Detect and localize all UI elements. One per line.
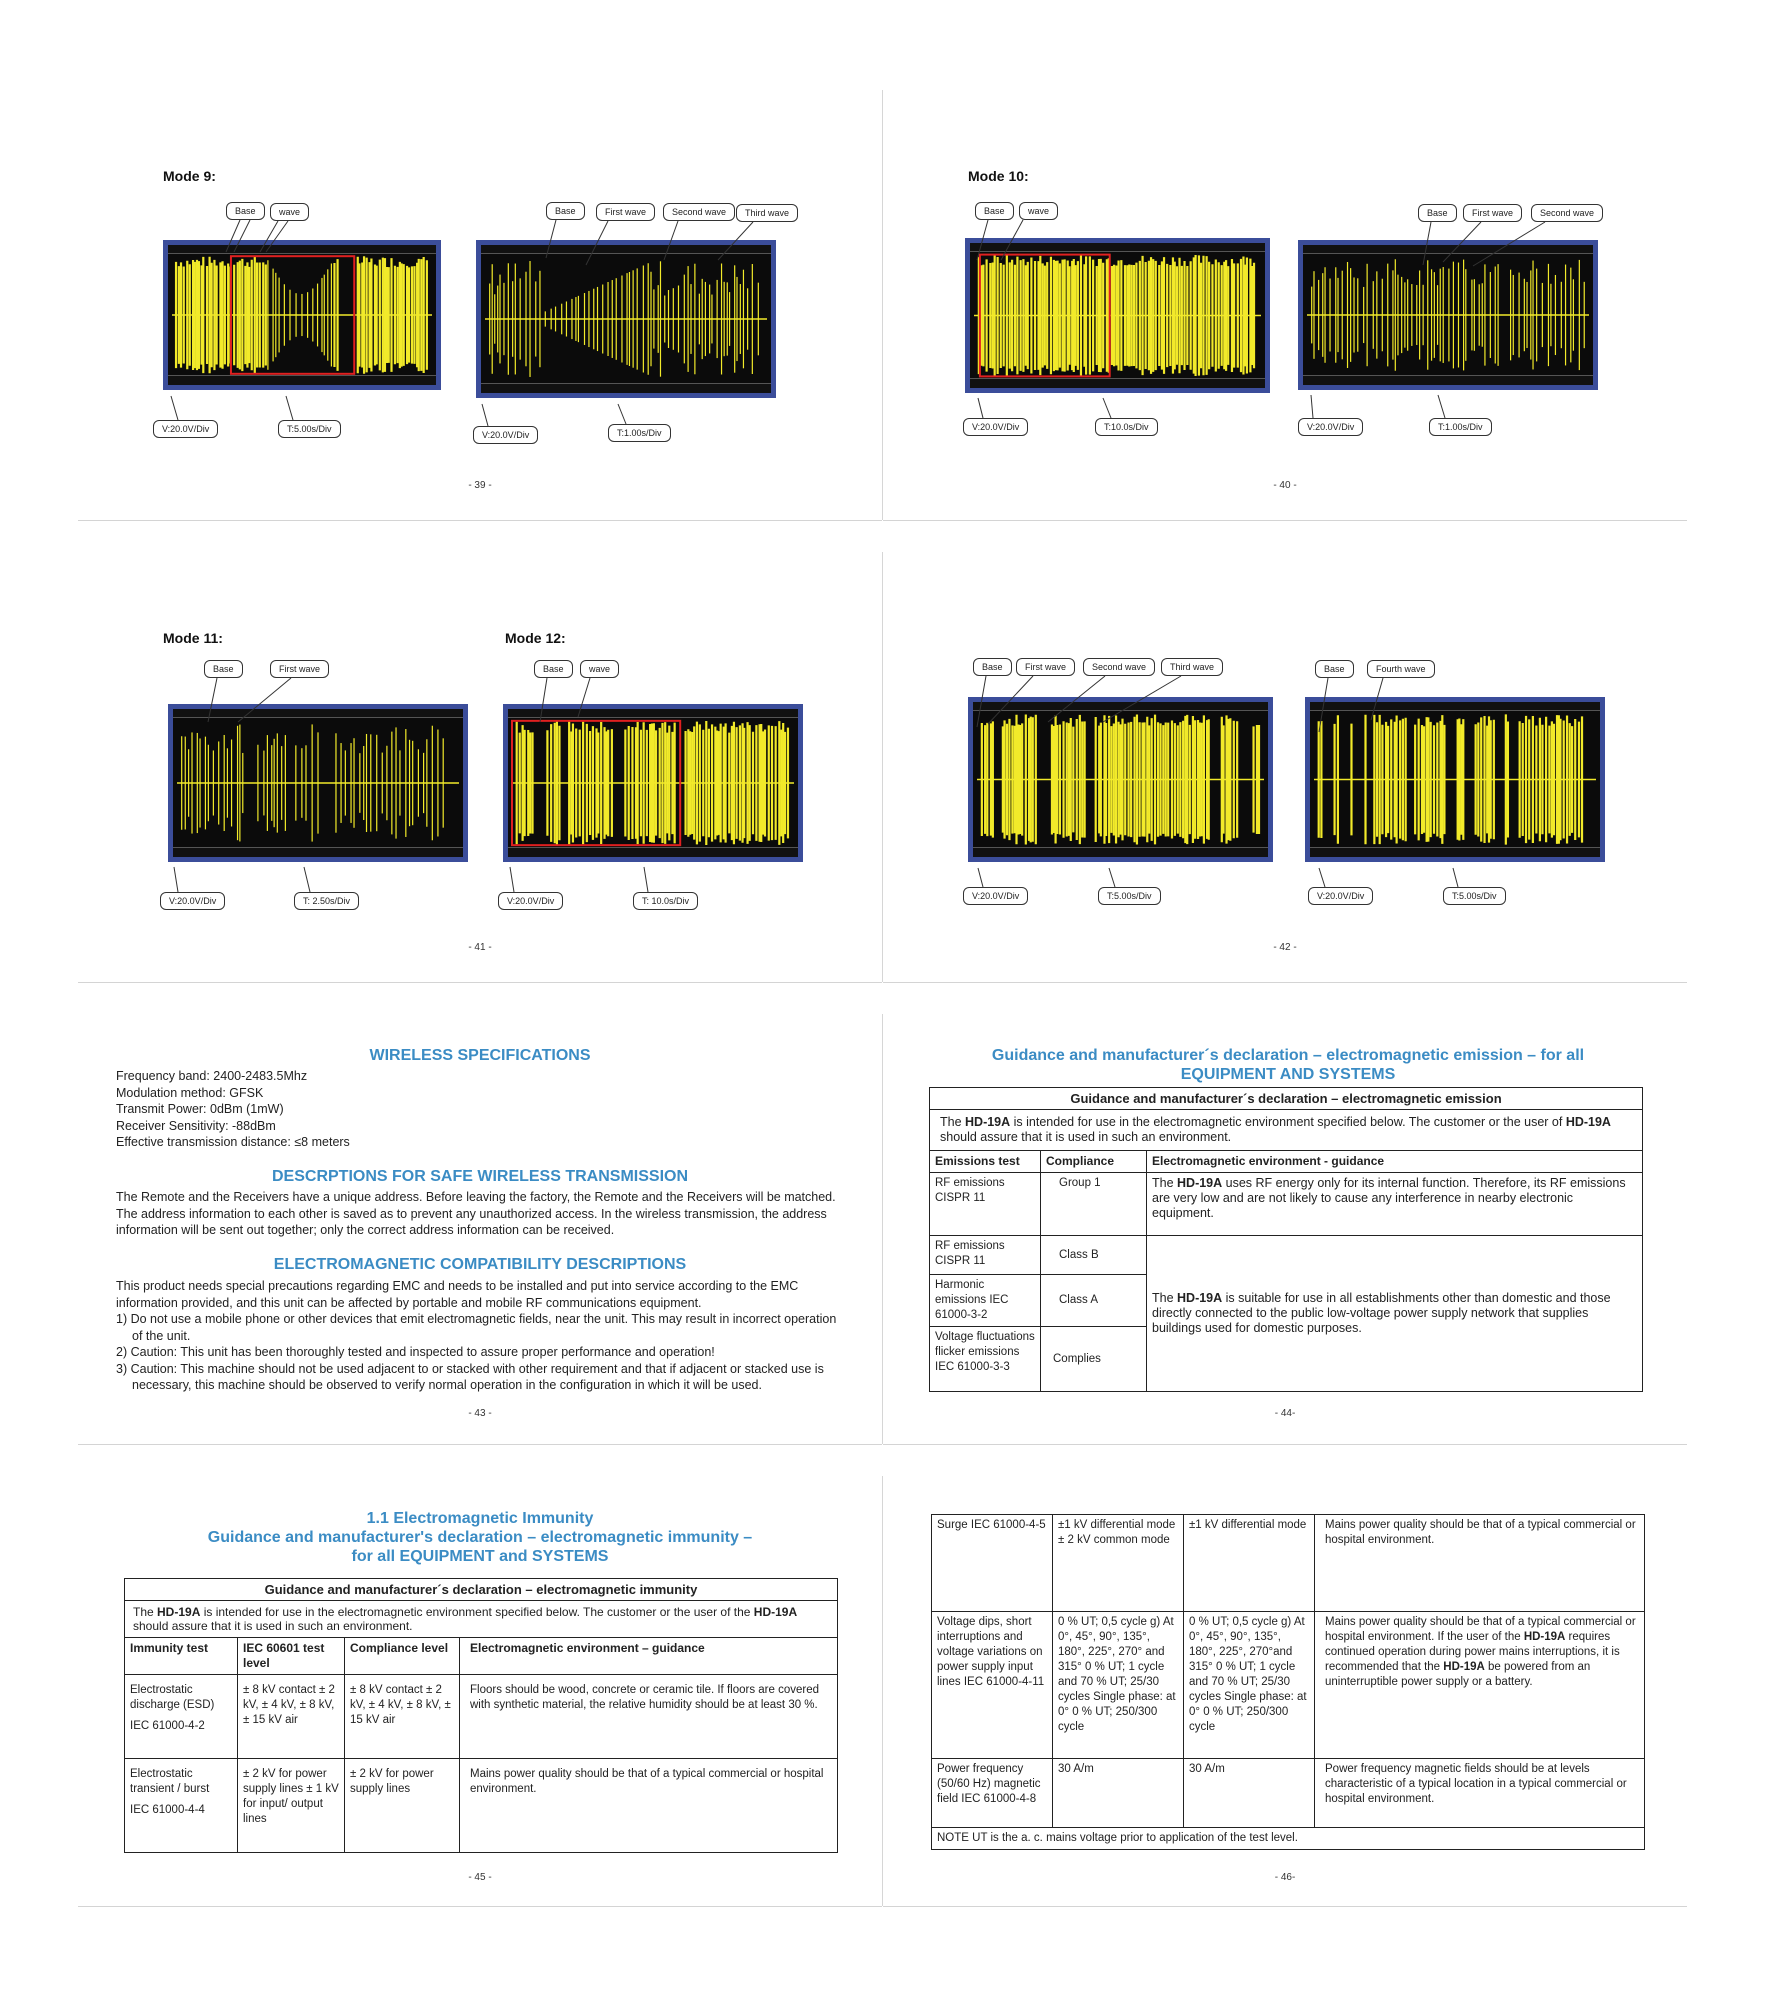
callout-wave: wave: [270, 203, 309, 221]
section-heading: ELECTROMAGNETIC COMPATIBILITY DESCRIPTIONS: [273, 1256, 687, 1273]
table-row: RF emissions CISPR 11 Class B The HD-19A is suitable for use in all establishments other than domestic and those directly connected to the public low-voltage power supply network that supplies buildings used for domestic purposes.: [930, 1236, 1643, 1275]
table-row: Harmonic emissions IEC 61000-3-2 Class A: [930, 1275, 1643, 1327]
page-number: - 39 -: [468, 480, 492, 491]
callout-pointers: [78, 552, 882, 982]
callout-base: Base: [1418, 204, 1457, 222]
callout-first-wave: First wave: [1463, 204, 1522, 222]
callout-v-scale: V:20.0V/Div: [1298, 418, 1363, 436]
mode-title: Mode 11:: [163, 630, 223, 646]
column-header: Compliance: [1041, 1151, 1147, 1173]
column-header: IEC 60601 test level: [238, 1638, 345, 1675]
spec-line: Modulation method: GFSK: [116, 1085, 264, 1100]
callout-t-scale: T: 10.0s/Div: [633, 892, 698, 910]
section-heading: DESCRPTIONS FOR SAFE WIRELESS TRANSMISSION: [271, 1168, 689, 1185]
page-number: - 46-: [1274, 1872, 1296, 1883]
callout-base: Base: [204, 660, 243, 678]
list-item: 1) Do not use a mobile phone or other devices that emit electromagnetic fields, near the unit. This may result in incorrect operation of the unit.: [116, 1312, 837, 1343]
callout-t-scale: T:1.00s/Div: [1429, 418, 1492, 436]
page-43: [78, 1014, 882, 1445]
spec-list: [116, 1068, 350, 1151]
column-header: Immunity test: [125, 1638, 238, 1675]
table-row: Electrostatic transient / burst IEC 61000-4-4 ± 2 kV for power supply lines ± 1 kV for input/ output lines ± 2 kV for power supply lines Mains power quality should be that of a typical commercial or hospital environment.: [125, 1759, 838, 1853]
caution-list: [116, 1311, 846, 1394]
page-42: [883, 552, 1687, 983]
page-number: - 41 -: [468, 942, 492, 953]
callout-pointers: [883, 552, 1687, 982]
table-row: Electrostatic discharge (ESD) IEC 61000-4-2 ± 8 kV contact ± 2 kV, ± 4 kV, ± 8 kV, ± 15 kV air ± 8 kV contact ± 2 kV, ± 4 kV, ± 8 kV, ± 15 kV air Floors should be wood, concrete or ceramic tile. If floors are covered with synthetic material, the relative humidity should be at least 30 %.: [125, 1675, 838, 1759]
spec-line: Receiver Sensitivity: -88dBm: [116, 1118, 276, 1133]
column-header: Compliance level: [345, 1638, 460, 1675]
callout-base: Base: [973, 658, 1012, 676]
page-number: - 44-: [1274, 1408, 1296, 1419]
table-row: Power frequency (50/60 Hz) magnetic field IEC 61000-4-8 30 A/m 30 A/m Power frequency magnetic fields should be at levels characteristic of a typical location in a typical commercial or hospital environment.: [932, 1759, 1645, 1828]
callout-wave: wave: [1019, 202, 1058, 220]
immunity-table-continued: [931, 1514, 1645, 1850]
section-heading: WIRELESS SPECIFICATIONS: [369, 1047, 591, 1064]
spec-line: Transmit Power: 0dBm (1mW): [116, 1102, 284, 1116]
table-row: Voltage dips, short interruptions and voltage variations on power supply input lines IEC 61000-4-11 0 % UT; 0,5 cycle g) At 0°, 45°, 90°, 135°, 180°, 225°, 270° and 315° 0 % UT; 1 cycle and 70 % UT; 25/30 cycles Single phase: at 0° 0 % UT; 250/300 cycle 0 % UT; 0,5 cycle g) At 0°, 45°, 90°, 135°, 180°, 225°, 270°and 315° 0 % UT; 1 cycle and 70 % UT; 25/30 cycles Single phase: at 0° 0 % UT; 250/300 cycle Mains power quality should be that of a typical commercial or hospital environment. If the user of the HD-19A requires continued operation during power mains interruptions, it is recommended that the HD-19A be powered from an uninterruptible power supply or a battery.: [932, 1612, 1645, 1759]
table-intro: The HD-19A is intended for use in the electromagnetic environment specified below. The customer or the user of HD-19A should assure that it is used in such an environment.: [930, 1110, 1643, 1151]
list-item: 2) Caution: This unit has been thoroughly tested and inspected to assure proper performance and operation!: [116, 1345, 715, 1359]
page-44: [883, 1014, 1687, 1445]
table-note: NOTE UT is the a. c. mains voltage prior to application of the test level.: [932, 1828, 1645, 1850]
callout-v-scale: V:20.0V/Div: [963, 418, 1028, 436]
section-heading: EQUIPMENT AND SYSTEMS: [1180, 1066, 1396, 1083]
table-title: Guidance and manufacturer´s declaration – electromagnetic immunity: [125, 1579, 838, 1601]
immunity-table: [124, 1578, 838, 1853]
callout-t-scale: T:5.00s/Div: [278, 420, 341, 438]
mode-title: Mode 10:: [968, 168, 1029, 184]
page-number: - 42 -: [1273, 942, 1297, 953]
callout-third-wave: Third wave: [736, 204, 798, 222]
column-header: Electromagnetic environment - guidance: [1147, 1151, 1643, 1173]
mode-title: Mode 9:: [163, 168, 216, 184]
callout-t-scale: T:5.00s/Div: [1443, 887, 1506, 905]
callout-t-scale: T:1.00s/Div: [608, 424, 671, 442]
callout-third-wave: Third wave: [1161, 658, 1223, 676]
callout-pointers: [883, 90, 1687, 520]
column-header: Electromagnetic environment – guidance: [460, 1638, 838, 1675]
emission-table: [929, 1087, 1643, 1392]
callout-wave: wave: [580, 660, 619, 678]
callout-v-scale: V:20.0V/Div: [473, 426, 538, 444]
page-number: - 43 -: [468, 1408, 492, 1419]
callout-base: Base: [546, 202, 585, 220]
spec-line: Effective transmission distance: ≤8 meters: [116, 1135, 350, 1149]
table-title: Guidance and manufacturer´s declaration – electromagnetic emission: [930, 1088, 1643, 1110]
callout-v-scale: V:20.0V/Div: [1308, 887, 1373, 905]
list-item: 3) Caution: This machine should not be used adjacent to or stacked with other requirement and that if adjacent or stacked use is necessary, this machine should be observed to verify normal operation in the configuration in which it will be used.: [116, 1361, 824, 1392]
mode-title: Mode 12:: [505, 630, 566, 646]
callout-second-wave: Second wave: [1531, 204, 1603, 222]
table-intro: The HD-19A is intended for use in the electromagnetic environment specified below. The customer or the user of the HD-19A should assure that it is used in such an environment.: [125, 1601, 838, 1638]
callout-base: Base: [534, 660, 573, 678]
paragraph: The Remote and the Receivers have a unique address. Before leaving the factory, the Remote and the Receivers will be matched. The address information to each other is saved as to prevent any unauthorized access. In the wireless transmission, the address information will be sent out together; only the correct address information can be received.: [116, 1190, 836, 1237]
spec-line: Frequency band: 2400-2483.5Mhz: [116, 1069, 308, 1083]
callout-v-scale: V:20.0V/Div: [963, 887, 1028, 905]
section-heading: for all EQUIPMENT and SYSTEMS: [351, 1548, 609, 1565]
callout-second-wave: Second wave: [1083, 658, 1155, 676]
table-row: RF emissions CISPR 11 Group 1 The HD-19A uses RF energy only for its internal function. Therefore, its RF emissions are very low and are not likely to cause any interference in nearby electronic equipment.: [930, 1173, 1643, 1236]
section-heading: Guidance and manufacturer's declaration – electromagnetic immunity –: [207, 1529, 753, 1546]
callout-v-scale: V:20.0V/Div: [160, 892, 225, 910]
section-heading: Guidance and manufacturer´s declaration – electromagnetic emission – for all: [991, 1047, 1585, 1064]
callout-t-scale: T: 2.50s/Div: [294, 892, 359, 910]
page-46: [883, 1476, 1687, 1907]
callout-pointers: [78, 90, 882, 520]
callout-v-scale: V:20.0V/Div: [153, 420, 218, 438]
page-number: - 45 -: [468, 1872, 492, 1883]
section-heading: 1.1 Electromagnetic Immunity: [366, 1510, 594, 1527]
callout-base: Base: [975, 202, 1014, 220]
callout-t-scale: T:5.00s/Div: [1098, 887, 1161, 905]
page-number: - 40 -: [1273, 480, 1297, 491]
callout-second-wave: Second wave: [663, 203, 735, 221]
callout-fourth-wave: Fourth wave: [1367, 660, 1435, 678]
paragraph: This product needs special precautions regarding EMC and needs to be installed and put into service according to the EMC information provided, and this unit can be affected by portable and mobile RF communications equipment.: [116, 1279, 799, 1310]
column-header: Emissions test: [930, 1151, 1041, 1173]
page-45: [78, 1476, 882, 1907]
callout-t-scale: T:10.0s/Div: [1095, 418, 1158, 436]
callout-first-wave: First wave: [596, 203, 655, 221]
callout-base: Base: [226, 202, 265, 220]
callout-first-wave: First wave: [270, 660, 329, 678]
table-row: Surge IEC 61000-4-5 ±1 kV differential mode ± 2 kV common mode ±1 kV differential mode Mains power quality should be that of a typical commercial or hospital environment.: [932, 1515, 1645, 1612]
page-39: [78, 90, 882, 521]
merged-guidance: The HD-19A is suitable for use in all establishments other than domestic and those directly connected to the public low-voltage power supply network that supplies buildings used for domestic purposes.: [1147, 1236, 1643, 1392]
callout-v-scale: V:20.0V/Div: [498, 892, 563, 910]
page-41: [78, 552, 882, 983]
callout-base: Base: [1315, 660, 1354, 678]
callout-first-wave: First wave: [1016, 658, 1075, 676]
table-row: Voltage fluctuations flicker emissions IEC 61000-3-3 Complies: [930, 1327, 1643, 1392]
page-40: [883, 90, 1687, 521]
